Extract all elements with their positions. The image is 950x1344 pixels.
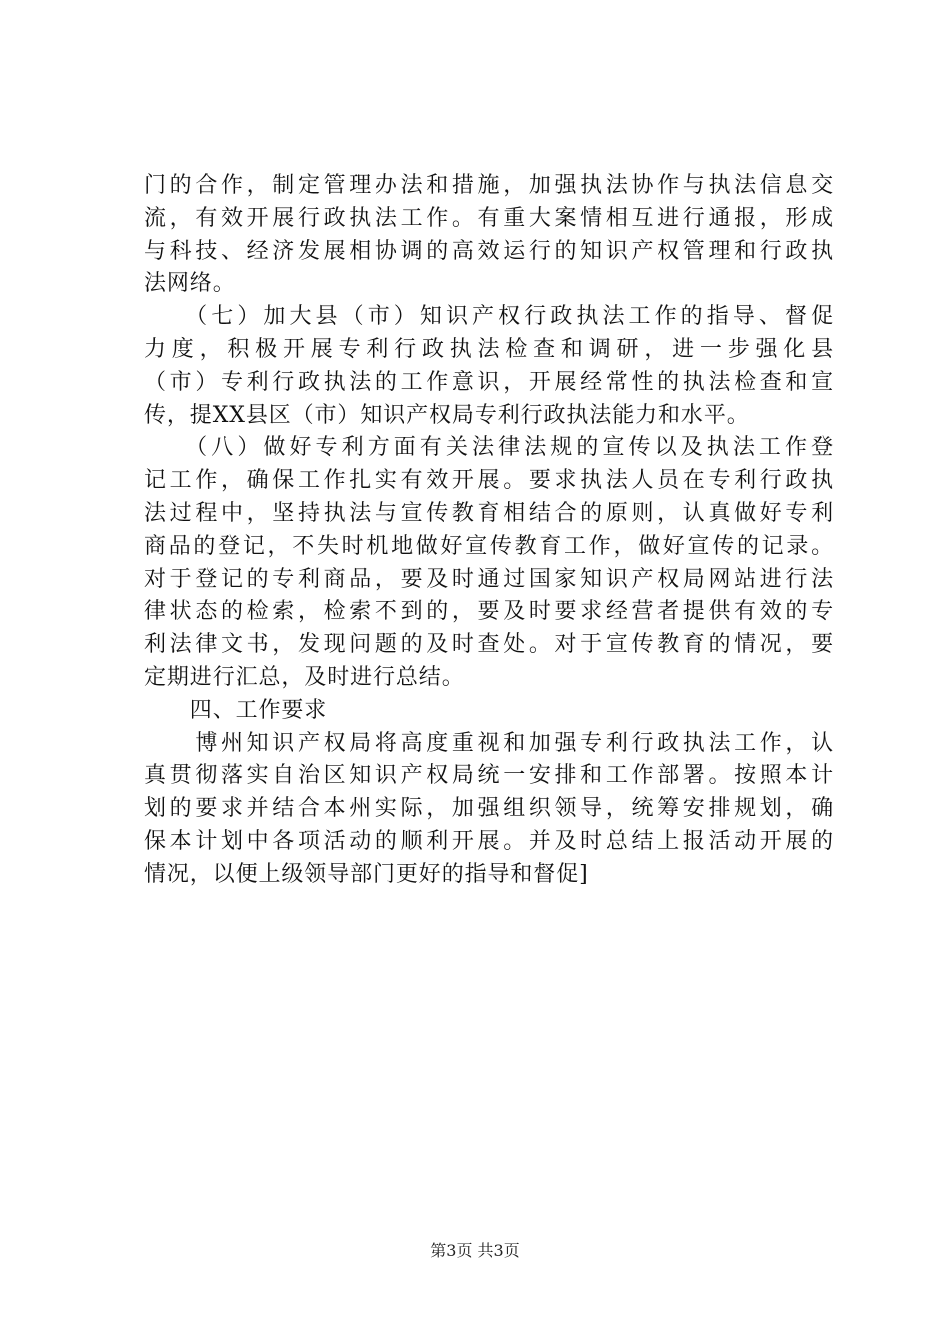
text-line: （市）专利行政执法的工作意识，开展经常性的执法检查和宣	[144, 369, 834, 395]
text-line: 传，提XX县区（市）知识产权局专利行政执法能力和水平。	[144, 402, 750, 428]
text-line: 真贯彻落实自治区知识产权局统一安排和工作部署。按照本计	[144, 763, 834, 789]
text-line: 商品的登记，不失时机地做好宣传教育工作，做好宣传的记录。	[144, 533, 834, 559]
text-line: 法网络。	[144, 271, 236, 297]
text-line: 博州知识产权局将高度重视和加强专利行政执法工作，认	[144, 730, 834, 756]
document-body	[144, 170, 834, 892]
text-line: 与科技、经济发展相协调的高效运行的知识产权管理和行政执	[144, 238, 834, 264]
text-line: 流，有效开展行政执法工作。有重大案情相互进行通报，形成	[144, 205, 834, 231]
text-line: 情况，以便上级领导部门更好的指导和督促]	[144, 861, 589, 887]
text-line: 对于登记的专利商品，要及时通过国家知识产权局网站进行法	[144, 566, 834, 592]
text-line: （七）加大县（市）知识产权行政执法工作的指导、督促	[144, 304, 834, 330]
text-line: 划的要求并结合本州实际，加强组织领导，统筹安排规划，确	[144, 796, 834, 822]
text-line: 定期进行汇总，及时进行总结。	[144, 664, 465, 690]
text-line: 利法律文书，发现问题的及时查处。对于宣传教育的情况，要	[144, 632, 834, 658]
page-number-footer: 第3页 共3页	[430, 1241, 520, 1260]
text-line: 保本计划中各项活动的顺利开展。并及时总结上报活动开展的	[144, 828, 834, 854]
text-line: 记工作，确保工作扎实有效开展。要求执法人员在专利行政执	[144, 468, 834, 494]
text-line: 法过程中，坚持执法与宣传教育相结合的原则，认真做好专利	[144, 500, 834, 526]
text-line: （八）做好专利方面有关法律法规的宣传以及执法工作登	[144, 435, 834, 461]
text-line: 门的合作，制定管理办法和措施，加强执法协作与执法信息交	[144, 173, 834, 198]
text-line: 力度，积极开展专利行政执法检查和调研，进一步强化县	[144, 336, 834, 362]
section-heading: 四、工作要求	[144, 697, 328, 723]
text-line: 律状态的检索，检索不到的，要及时要求经营者提供有效的专	[144, 599, 834, 625]
